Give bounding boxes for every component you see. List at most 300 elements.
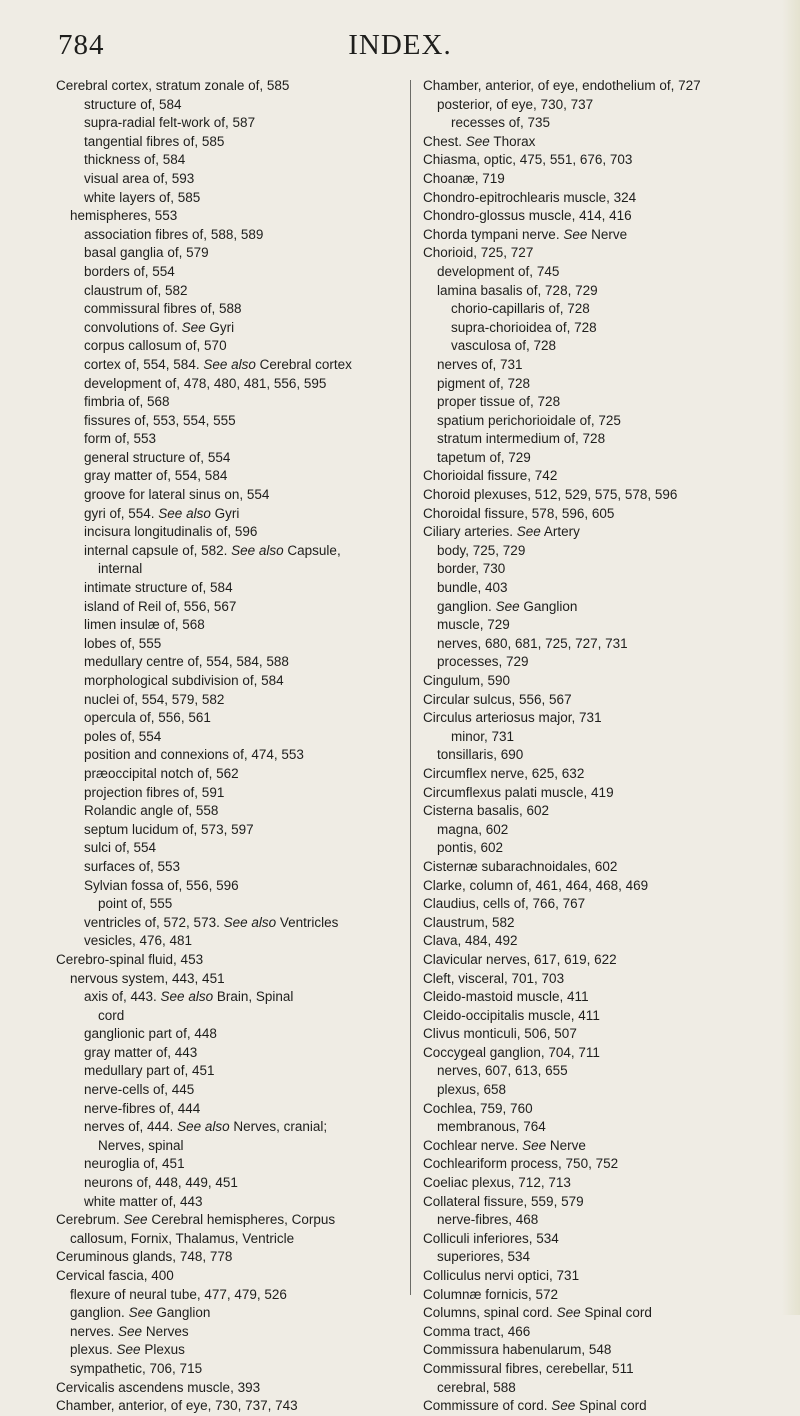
index-entry-text: medullary centre of, 554, 584, 588 bbox=[84, 654, 289, 670]
index-entry-text: Colliculus nervi optici, 731 bbox=[423, 1268, 580, 1283]
index-entry-text: Chiasma, optic, 475, 551, 676, 703 bbox=[423, 152, 633, 168]
index-entry-text: Cleido-mastoid muscle, 411 bbox=[423, 989, 589, 1005]
index-entry-text: Choroid plexuses, 512, 529, 575, 578, 596 bbox=[423, 487, 678, 503]
index-entry bbox=[423, 486, 778, 505]
index-entry bbox=[56, 784, 411, 803]
index-entry bbox=[423, 784, 778, 803]
see-reference: See bbox=[522, 1137, 547, 1153]
index-entry-text: fimbria of, 568 bbox=[84, 394, 170, 410]
column-divider bbox=[410, 80, 411, 1295]
index-entry-text: lobes of, 555 bbox=[84, 635, 162, 651]
index-entry-text: form of, 553 bbox=[84, 431, 157, 447]
index-entry-text: Commissura habenularum, 548 bbox=[423, 1342, 612, 1358]
index-entry-text: incisura longitudinalis of, 596 bbox=[84, 524, 258, 540]
index-entry bbox=[423, 337, 778, 356]
index-entry bbox=[56, 244, 411, 263]
index-entry-text: Comma tract, 466 bbox=[423, 1323, 531, 1339]
index-entry bbox=[423, 1118, 778, 1137]
index-entry-text: Claudius, cells of, 766, 767 bbox=[423, 896, 586, 912]
index-entry bbox=[56, 1193, 411, 1212]
index-entry bbox=[423, 802, 778, 821]
index-entry bbox=[56, 1267, 411, 1286]
index-entry-text: vasculosa of, 728 bbox=[451, 338, 557, 354]
index-entry-text: processes, 729 bbox=[437, 654, 529, 670]
index-entry-text: Chondro-glossus muscle, 414, 416 bbox=[423, 208, 632, 224]
index-entry bbox=[423, 1379, 778, 1398]
index-entry bbox=[423, 709, 778, 728]
index-entry bbox=[423, 653, 778, 672]
index-entry bbox=[423, 1025, 778, 1044]
index-entry-text: Commissure of cord. bbox=[423, 1398, 552, 1414]
index-entry bbox=[56, 877, 411, 896]
index-entry-text: gray matter of, 554, 584 bbox=[84, 468, 228, 484]
see-target: Nerve bbox=[587, 226, 628, 242]
index-entry-text: Chorioid, 725, 727 bbox=[423, 245, 534, 261]
index-entry-text: Circumflexus palati muscle, 419 bbox=[423, 784, 614, 800]
see-target: Artery bbox=[540, 524, 580, 540]
index-entry bbox=[423, 244, 778, 263]
index-entry bbox=[423, 1007, 778, 1026]
index-entry bbox=[56, 598, 411, 617]
index-entry-text: Cervicalis ascendens muscle, 393 bbox=[56, 1379, 261, 1395]
index-entry-text: opercula of, 556, 561 bbox=[84, 710, 211, 726]
index-entry bbox=[423, 319, 778, 338]
index-entry bbox=[56, 1174, 411, 1193]
index-entry-text: Columns, spinal cord. bbox=[423, 1305, 557, 1321]
index-entry bbox=[423, 1155, 778, 1174]
index-entry bbox=[56, 1007, 411, 1026]
index-entry-text: Rolandic angle of, 558 bbox=[84, 803, 219, 819]
index-entry-text: Cingulum, 590 bbox=[423, 673, 511, 688]
index-entry-text: Colliculi inferiores, 534 bbox=[423, 1230, 559, 1246]
index-entry bbox=[56, 1360, 411, 1379]
index-entry bbox=[56, 821, 411, 840]
index-entry-text: ventricles of, 572, 573. bbox=[84, 914, 224, 930]
index-entry-text: Cervical fascia, 400 bbox=[56, 1268, 174, 1283]
see-reference: See bbox=[465, 133, 490, 149]
index-entry bbox=[423, 951, 778, 970]
index-entry-text: structure of, 584 bbox=[84, 96, 182, 112]
index-entry bbox=[56, 542, 411, 561]
index-entry-text: neuroglia of, 451 bbox=[84, 1156, 185, 1172]
index-entry bbox=[56, 412, 411, 431]
index-entry-text: Chorioidal fissure, 742 bbox=[423, 468, 558, 484]
index-entry-text: Cisternæ subarachnoidales, 602 bbox=[423, 858, 618, 874]
index-entry-text: ganglion. bbox=[437, 598, 496, 614]
index-entry bbox=[56, 300, 411, 319]
index-entry-text: recesses of, 735 bbox=[451, 115, 551, 131]
index-entry-text: ganglion. bbox=[70, 1305, 129, 1321]
index-entry bbox=[56, 1100, 411, 1119]
see-reference: See bbox=[116, 1342, 141, 1358]
see-target: Spinal cord bbox=[575, 1398, 647, 1414]
index-entry bbox=[56, 1137, 411, 1156]
index-entry bbox=[56, 523, 411, 542]
see-reference: See also bbox=[158, 505, 211, 521]
index-entry bbox=[56, 114, 411, 133]
see-target: Nerves bbox=[142, 1323, 189, 1339]
index-entry-text: supra-chorioidea of, 728 bbox=[451, 319, 597, 335]
index-entry bbox=[56, 1397, 411, 1416]
see-reference: See also bbox=[231, 542, 284, 558]
index-entry-text: nerves of, 731 bbox=[437, 356, 523, 372]
index-entry bbox=[423, 189, 778, 208]
see-reference: See bbox=[495, 598, 520, 614]
index-entry bbox=[56, 375, 411, 394]
index-entry bbox=[423, 467, 778, 486]
index-entry-text: septum lucidum of, 573, 597 bbox=[84, 821, 254, 837]
index-entry bbox=[423, 877, 778, 896]
index-entry bbox=[56, 672, 411, 691]
index-entry bbox=[56, 319, 411, 338]
index-entry bbox=[56, 616, 411, 635]
index-entry-text: basal ganglia of, 579 bbox=[84, 245, 209, 261]
index-entry bbox=[423, 691, 778, 710]
index-entry bbox=[56, 951, 411, 970]
index-entry bbox=[423, 449, 778, 468]
index-entry-text: Cisterna basalis, 602 bbox=[423, 803, 550, 819]
index-entry-text: gray matter of, 443 bbox=[84, 1044, 198, 1060]
index-entry-text: pontis, 602 bbox=[437, 840, 504, 856]
page-title: INDEX. bbox=[348, 29, 452, 61]
index-entry-text: Cerebral cortex, stratum zonale of, 585 bbox=[56, 78, 290, 93]
index-entry-text: lamina basalis of, 728, 729 bbox=[437, 282, 598, 298]
index-entry bbox=[56, 430, 411, 449]
index-entry-text: borders of, 554 bbox=[84, 263, 175, 279]
index-entry-text: Collateral fissure, 559, 579 bbox=[423, 1193, 584, 1209]
index-entry bbox=[56, 1044, 411, 1063]
see-reference: See bbox=[123, 1212, 148, 1228]
index-entry bbox=[423, 1137, 778, 1156]
index-entry-text: island of Reil of, 556, 567 bbox=[84, 598, 237, 614]
index-entry-text: nervous system, 443, 451 bbox=[70, 970, 225, 986]
index-entry-text: body, 725, 729 bbox=[437, 542, 526, 558]
see-target: Gyri bbox=[210, 505, 240, 521]
index-entry-text: chorio-capillaris of, 728 bbox=[451, 301, 590, 317]
index-entry bbox=[423, 1323, 778, 1342]
index-entry-text: nuclei of, 554, 579, 582 bbox=[84, 691, 225, 707]
see-target: Ventricles bbox=[276, 914, 339, 930]
see-reference: See bbox=[563, 226, 588, 242]
index-entry bbox=[56, 77, 411, 96]
index-entry-text: Circumflex nerve, 625, 632 bbox=[423, 765, 585, 781]
index-entry bbox=[423, 393, 778, 412]
index-entry-text: Chorda tympani nerve. bbox=[423, 226, 564, 242]
index-entry-text: Cerebrum. bbox=[56, 1212, 124, 1228]
index-entry-text: commissural fibres of, 588 bbox=[84, 301, 242, 317]
index-entry-text: nerves of, 444. bbox=[84, 1119, 178, 1135]
index-entry bbox=[56, 746, 411, 765]
index-entry-text: Circular sulcus, 556, 567 bbox=[423, 691, 572, 707]
index-entry-text: muscle, 729 bbox=[437, 617, 510, 633]
index-entry bbox=[423, 96, 778, 115]
see-target: Nerve bbox=[546, 1137, 586, 1153]
index-entry-text: cord bbox=[98, 1007, 125, 1023]
see-target: Capsule, bbox=[283, 542, 341, 558]
see-reference: See also bbox=[177, 1119, 230, 1135]
index-entry bbox=[423, 560, 778, 579]
index-entry bbox=[56, 1341, 411, 1360]
index-entry bbox=[56, 709, 411, 728]
index-entry-text: point of, 555 bbox=[98, 896, 173, 912]
index-entry-text: Chamber, anterior, of eye, endothelium of, 727 bbox=[423, 78, 701, 93]
index-entry bbox=[56, 970, 411, 989]
index-entry bbox=[56, 393, 411, 412]
index-entry-text: Chondro-epitrochlearis muscle, 324 bbox=[423, 189, 637, 205]
index-entry bbox=[56, 282, 411, 301]
index-entry bbox=[423, 914, 778, 933]
index-entry bbox=[423, 616, 778, 635]
index-entry-text: Nerves, spinal bbox=[98, 1137, 184, 1153]
index-entry bbox=[56, 1304, 411, 1323]
index-entry-text: stratum intermedium of, 728 bbox=[437, 431, 606, 447]
see-target: Thorax bbox=[489, 133, 536, 149]
index-entry bbox=[56, 170, 411, 189]
index-entry bbox=[56, 151, 411, 170]
see-reference: See bbox=[128, 1305, 153, 1321]
index-entry-text: Columnæ fornicis, 572 bbox=[423, 1286, 559, 1302]
index-entry bbox=[56, 449, 411, 468]
index-entry-text: Clivus monticuli, 506, 507 bbox=[423, 1026, 577, 1042]
index-entry-text: Sylvian fossa of, 556, 596 bbox=[84, 877, 239, 893]
index-entry-text: Cerebro-spinal fluid, 453 bbox=[56, 951, 204, 967]
index-entry-text: limen insulæ of, 568 bbox=[84, 617, 205, 633]
index-entry-text: Clarke, column of, 461, 464, 468, 469 bbox=[423, 877, 649, 893]
index-entry bbox=[423, 1044, 778, 1063]
index-entry bbox=[56, 356, 411, 375]
index-entry-text: plexus. bbox=[70, 1342, 117, 1358]
index-entry bbox=[56, 802, 411, 821]
index-entry-text: internal capsule of, 582. bbox=[84, 542, 232, 558]
index-entry bbox=[423, 114, 778, 133]
index-entry bbox=[423, 1174, 778, 1193]
index-entry bbox=[56, 895, 411, 914]
index-entry-text: development of, 745 bbox=[437, 263, 560, 279]
index-entry-text: spatium perichorioidale of, 725 bbox=[437, 412, 621, 428]
index-entry bbox=[423, 77, 778, 96]
index-entry-text: sympathetic, 706, 715 bbox=[70, 1360, 203, 1376]
index-entry bbox=[423, 1193, 778, 1212]
index-entry bbox=[56, 858, 411, 877]
index-entry bbox=[423, 300, 778, 319]
index-entry bbox=[423, 430, 778, 449]
index-entry-text: cerebral, 588 bbox=[437, 1379, 516, 1395]
index-entry bbox=[423, 170, 778, 189]
index-entry bbox=[56, 932, 411, 951]
index-entry-text: nerves, 607, 613, 655 bbox=[437, 1063, 568, 1079]
see-target: Plexus bbox=[140, 1342, 185, 1358]
index-entry bbox=[423, 263, 778, 282]
index-entry bbox=[56, 133, 411, 152]
see-target: Gyri bbox=[205, 319, 235, 335]
index-entry bbox=[423, 970, 778, 989]
index-entry-text: internal bbox=[98, 561, 143, 577]
index-entry bbox=[56, 914, 411, 933]
index-entry-text: plexus, 658 bbox=[437, 1082, 507, 1098]
index-entry bbox=[56, 635, 411, 654]
index-entry-text: white matter of, 443 bbox=[84, 1193, 203, 1209]
index-entry bbox=[56, 988, 411, 1007]
index-entry-text: white layers of, 585 bbox=[84, 189, 201, 205]
index-entry bbox=[423, 728, 778, 747]
index-entry bbox=[423, 1267, 778, 1286]
see-target: Ganglion bbox=[519, 598, 578, 614]
index-entry-text: Cochleariform process, 750, 752 bbox=[423, 1156, 619, 1172]
index-entry bbox=[56, 1081, 411, 1100]
index-entry-text: nerve-cells of, 445 bbox=[84, 1082, 195, 1098]
index-entry bbox=[56, 1379, 411, 1398]
index-entry bbox=[423, 151, 778, 170]
index-entry-text: neurons of, 448, 449, 451 bbox=[84, 1175, 238, 1191]
index-entry bbox=[423, 1397, 778, 1416]
index-entry-text: Cochlear nerve. bbox=[423, 1137, 523, 1153]
index-entry-text: position and connexions of, 474, 553 bbox=[84, 747, 304, 763]
index-entry-text: bundle, 403 bbox=[437, 580, 508, 596]
see-reference: See bbox=[551, 1398, 576, 1414]
see-reference: See bbox=[118, 1323, 143, 1339]
index-column-right bbox=[423, 77, 778, 1416]
index-entry bbox=[56, 765, 411, 784]
page-number: 784 bbox=[58, 29, 105, 61]
index-entry-text: pigment of, 728 bbox=[437, 375, 531, 391]
index-entry bbox=[423, 988, 778, 1007]
see-reference: See bbox=[181, 319, 206, 335]
index-entry-text: poles of, 554 bbox=[84, 728, 162, 744]
index-entry bbox=[56, 189, 411, 208]
index-entry bbox=[56, 207, 411, 226]
index-entry-text: tangential fibres of, 585 bbox=[84, 133, 225, 149]
index-entry bbox=[423, 207, 778, 226]
index-entry-text: Clavicular nerves, 617, 619, 622 bbox=[423, 951, 617, 967]
index-entry-text: visual area of, 593 bbox=[84, 170, 195, 186]
index-entry-text: thickness of, 584 bbox=[84, 152, 186, 168]
see-reference: See bbox=[556, 1305, 581, 1321]
index-entry bbox=[56, 337, 411, 356]
page-header bbox=[0, 28, 800, 62]
index-entry bbox=[56, 1155, 411, 1174]
index-entry bbox=[423, 579, 778, 598]
index-entry bbox=[423, 598, 778, 617]
see-reference: See also bbox=[203, 356, 256, 372]
index-entry-text: Cochlea, 759, 760 bbox=[423, 1100, 533, 1116]
index-entry-text: Cleft, visceral, 701, 703 bbox=[423, 970, 565, 986]
see-target: Spinal cord bbox=[580, 1305, 652, 1321]
see-target: Nerves, cranial; bbox=[229, 1119, 328, 1135]
index-entry bbox=[56, 653, 411, 672]
index-entry bbox=[423, 746, 778, 765]
index-entry-text: vesicles, 476, 481 bbox=[84, 933, 193, 949]
see-reference: See also bbox=[223, 914, 277, 930]
index-entry bbox=[423, 133, 778, 152]
index-entry-text: medullary part of, 451 bbox=[84, 1063, 215, 1079]
index-entry bbox=[423, 821, 778, 840]
index-entry bbox=[56, 728, 411, 747]
index-entry bbox=[423, 1248, 778, 1267]
index-entry-text: supra-radial felt-work of, 587 bbox=[84, 115, 256, 131]
index-entry bbox=[423, 765, 778, 784]
index-entry bbox=[423, 1341, 778, 1360]
index-entry bbox=[423, 1100, 778, 1119]
index-entry bbox=[423, 356, 778, 375]
index-entry bbox=[423, 282, 778, 301]
see-reference: See also bbox=[160, 989, 214, 1005]
index-entry bbox=[423, 895, 778, 914]
index-entry-text: Cleido-occipitalis muscle, 411 bbox=[423, 1007, 600, 1023]
index-entry bbox=[56, 1230, 411, 1249]
index-entry bbox=[56, 1025, 411, 1044]
index-entry-text: surfaces of, 553 bbox=[84, 858, 181, 874]
see-reference: See bbox=[516, 524, 541, 540]
index-entry-text: general structure of, 554 bbox=[84, 449, 231, 465]
index-entry-text: proper tissue of, 728 bbox=[437, 394, 561, 410]
index-entry bbox=[423, 1062, 778, 1081]
index-column-left bbox=[56, 77, 411, 1416]
index-entry bbox=[423, 858, 778, 877]
index-entry-text: Claustrum, 582 bbox=[423, 914, 515, 930]
index-entry-text: cortex of, 554, 584. bbox=[84, 356, 204, 372]
index-entry-text: flexure of neural tube, 477, 479, 526 bbox=[70, 1286, 287, 1302]
index-entry bbox=[56, 467, 411, 486]
index-entry-text: development of, 478, 480, 481, 556, 595 bbox=[84, 375, 327, 391]
index-entry bbox=[56, 691, 411, 710]
index-entry-text: convolutions of. bbox=[84, 319, 182, 335]
index-entry bbox=[423, 375, 778, 394]
index-entry bbox=[423, 226, 778, 245]
index-entry-text: groove for lateral sinus on, 554 bbox=[84, 487, 270, 503]
index-entry-text: Choanæ, 719 bbox=[423, 170, 505, 186]
index-entry bbox=[423, 839, 778, 858]
index-entry bbox=[56, 579, 411, 598]
index-entry-text: Choroidal fissure, 578, 596, 605 bbox=[423, 505, 615, 521]
index-entry-text: tapetum of, 729 bbox=[437, 449, 531, 465]
see-target: Cerebral hemispheres, Corpus bbox=[147, 1212, 336, 1228]
index-entry-text: Coeliac plexus, 712, 713 bbox=[423, 1175, 571, 1191]
index-entry-text: claustrum of, 582 bbox=[84, 282, 188, 298]
index-entry-text: nerve-fibres, 468 bbox=[437, 1212, 539, 1228]
index-entry-text: membranous, 764 bbox=[437, 1119, 546, 1135]
index-entry-text: projection fibres of, 591 bbox=[84, 784, 225, 800]
index-entry-text: præoccipital notch of, 562 bbox=[84, 765, 239, 781]
index-entry-text: nerve-fibres of, 444 bbox=[84, 1100, 201, 1116]
index-entry-text: Coccygeal ganglion, 704, 711 bbox=[423, 1044, 600, 1060]
index-entry bbox=[423, 1211, 778, 1230]
index-entry-text: Clava, 484, 492 bbox=[423, 933, 518, 949]
index-entry-text: sulci of, 554 bbox=[84, 840, 157, 856]
index-entry-text: corpus callosum of, 570 bbox=[84, 338, 227, 354]
see-target: Ganglion bbox=[152, 1305, 211, 1321]
index-entry-text: ganglionic part of, 448 bbox=[84, 1026, 217, 1042]
page-edge-shading bbox=[782, 0, 800, 1315]
index-entry-text: hemispheres, 553 bbox=[70, 208, 178, 224]
index-entry bbox=[423, 412, 778, 431]
index-entry bbox=[423, 635, 778, 654]
index-entry bbox=[423, 505, 778, 524]
index-entry-text: Ceruminous glands, 748, 778 bbox=[56, 1249, 233, 1265]
index-entry bbox=[56, 96, 411, 115]
index-entry-text: Circulus arteriosus major, 731 bbox=[423, 710, 602, 726]
index-entry bbox=[56, 1286, 411, 1305]
index-entry-text: intimate structure of, 584 bbox=[84, 580, 233, 596]
index-entry-text: border, 730 bbox=[437, 561, 506, 577]
see-target: Brain, Spinal bbox=[213, 989, 294, 1005]
index-entry-text: callosum, Fornix, Thalamus, Ventricle bbox=[70, 1230, 295, 1246]
index-entry bbox=[423, 672, 778, 691]
index-entry-text: Commissural fibres, cerebellar, 511 bbox=[423, 1360, 634, 1376]
index-entry bbox=[423, 932, 778, 951]
index-entry bbox=[56, 263, 411, 282]
index-entry-text: Ciliary arteries. bbox=[423, 524, 517, 540]
index-entry-text: minor, 731 bbox=[451, 728, 515, 744]
